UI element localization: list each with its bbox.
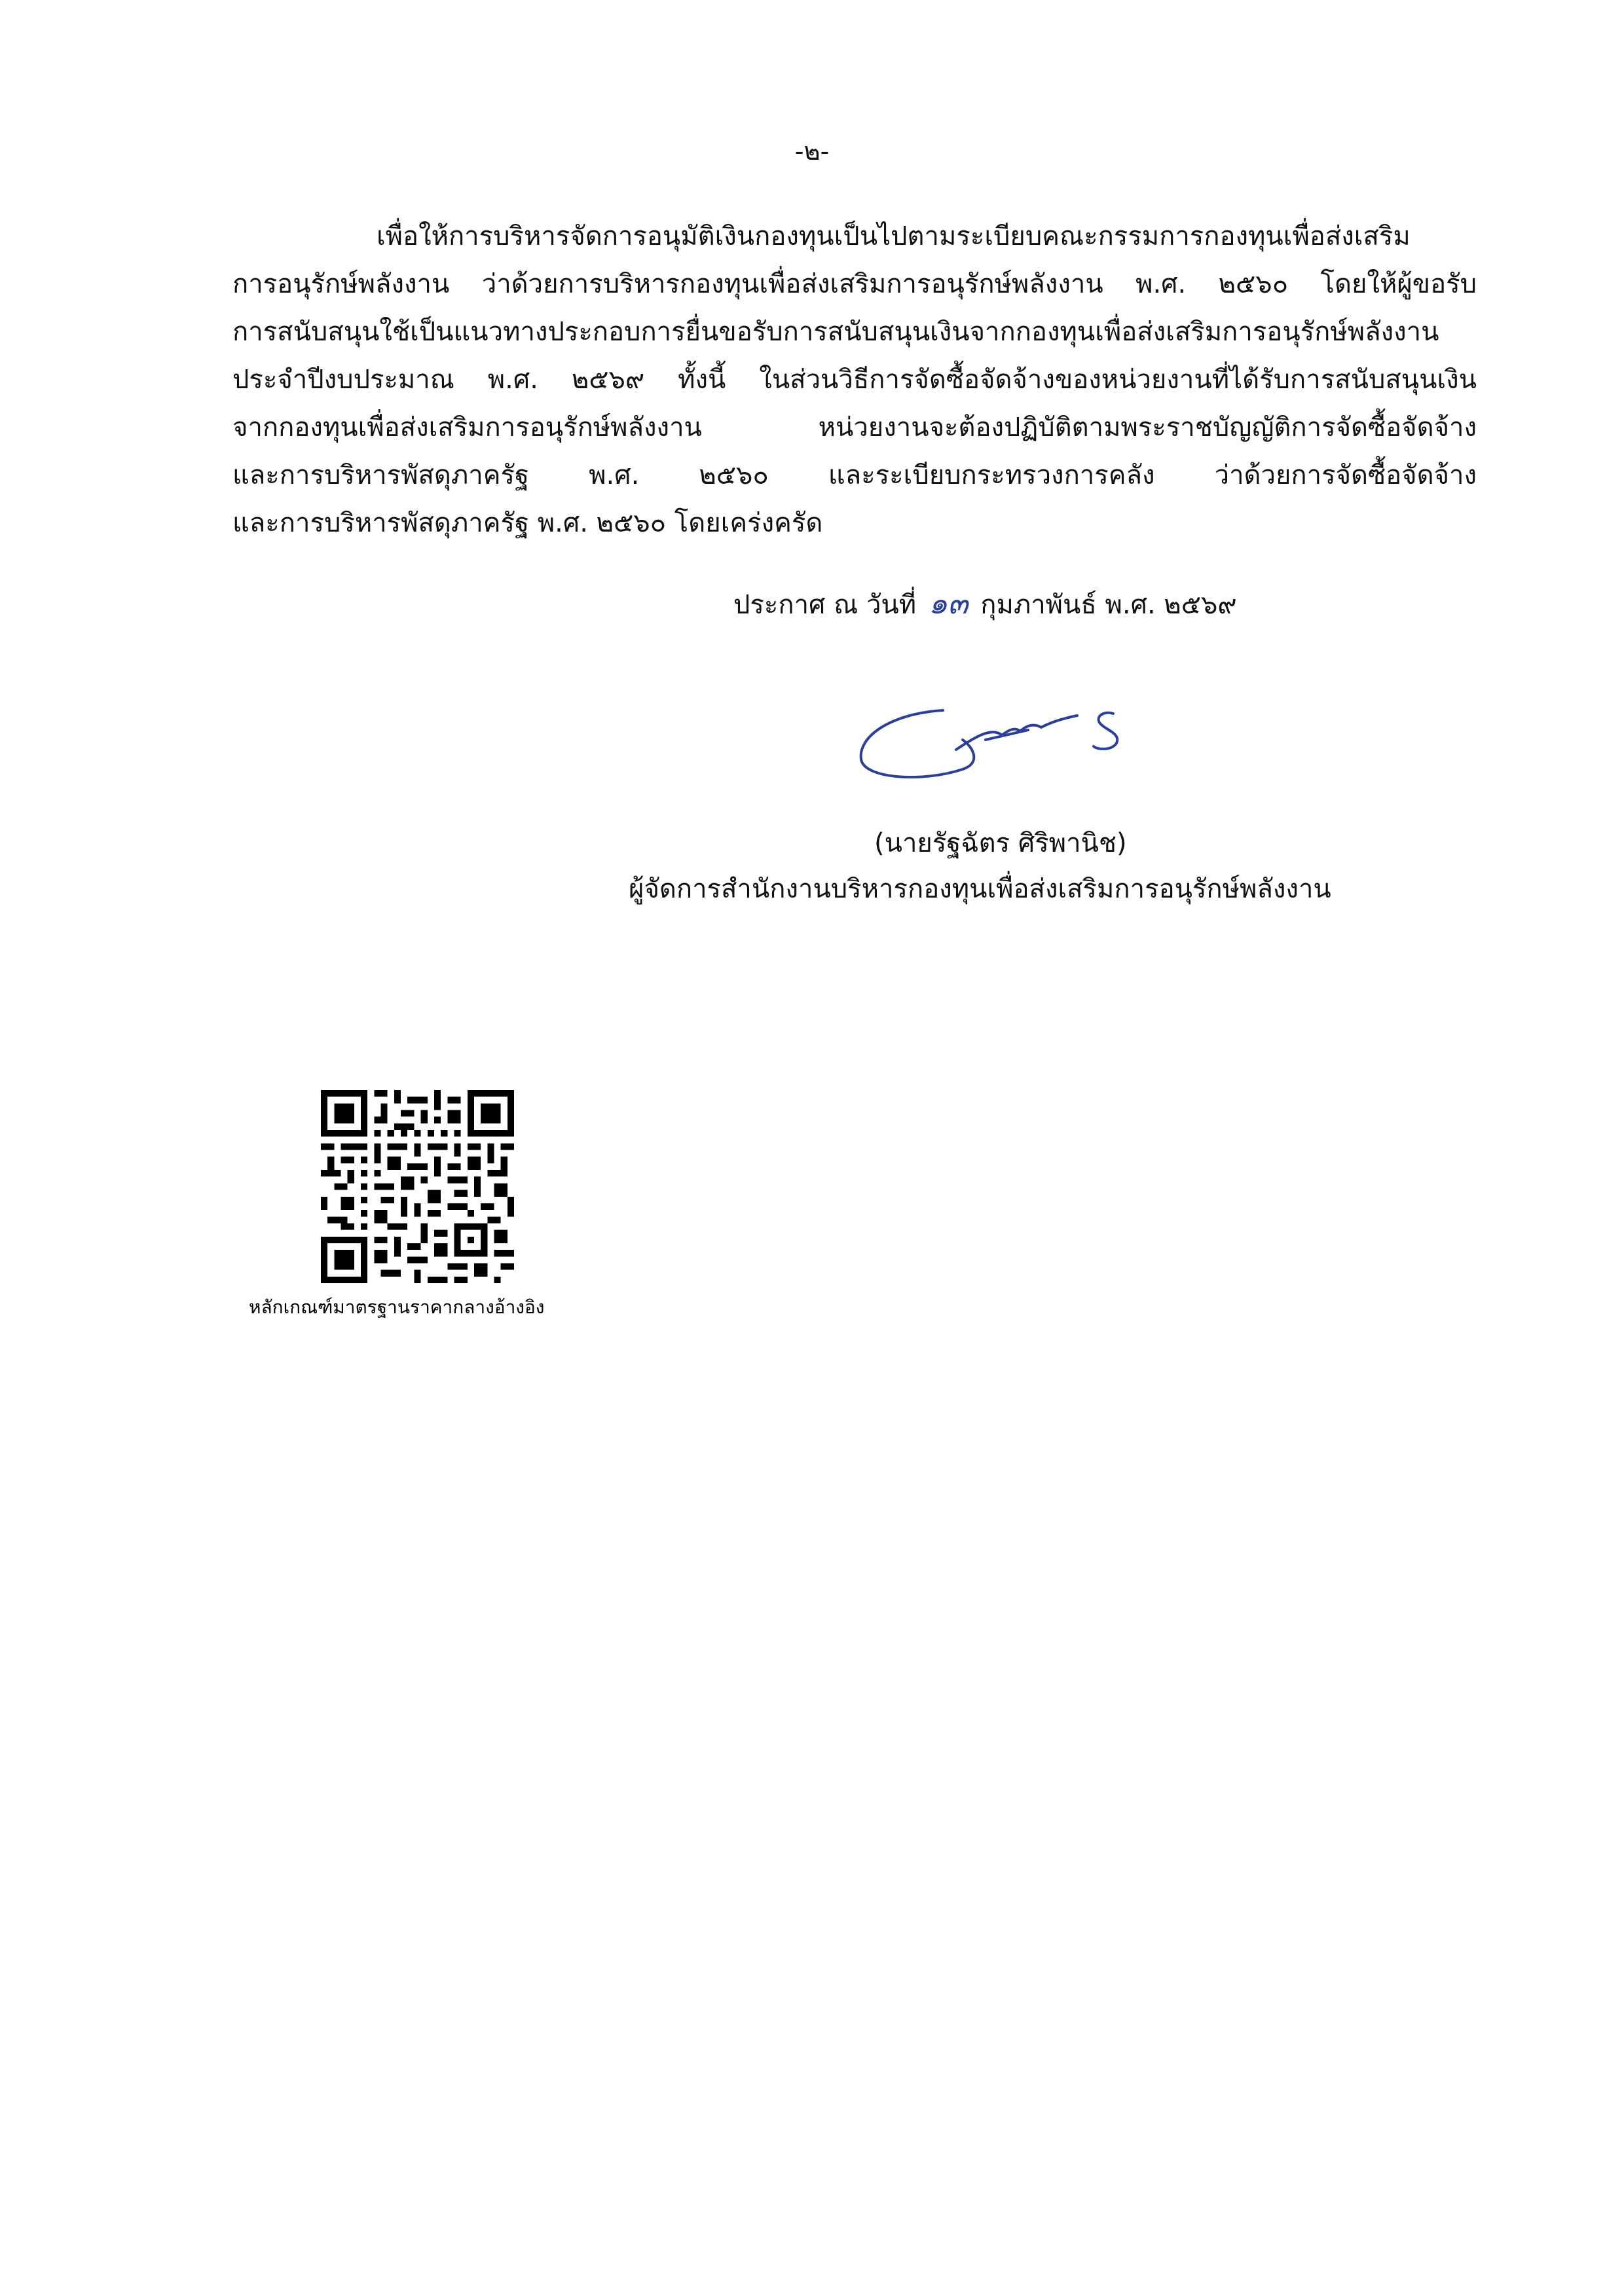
page-number: -๒- (794, 137, 830, 166)
paragraph-line: และการบริหารพัสดุภาครัฐ พ.ศ. ๒๕๖๐ โดยเคร่งครัด (232, 508, 823, 538)
signature (851, 684, 1179, 795)
paragraph-line: และการบริหารพัสดุภาครัฐ พ.ศ. ๒๕๖๐ และระเบียบกระทรวงการคลัง ว่าด้วยการจัดซื้อจัดจ้าง (232, 460, 1477, 490)
paragraph-line: เพื่อให้การบริหารจัดการอนุมัติเงินกองทุนเป็นไปตามระเบียบคณะกรรมการกองทุนเพื่อส่งเสริม (377, 221, 1411, 251)
signer-title: ผู้จัดการสำนักงานบริหารกองทุนเพื่อส่งเสริมการอนุรักษ์พลังงาน (629, 874, 1331, 904)
announcement-prefix: ประกาศ ณ วันที่ (733, 590, 917, 620)
announcement-month-year: กุมภาพันธ์ พ.ศ. ๒๕๖๙ (980, 590, 1237, 620)
qr-caption: หลักเกณฑ์มาตรฐานราคากลางอ้างอิง (249, 1296, 545, 1318)
paragraph-line: การสนับสนุนใช้เป็นแนวทางประกอบการยื่นขอรับการสนับสนุนเงินจากกองทุนเพื่อส่งเสริมการอนุรักษ์พลังงาน (232, 317, 1439, 347)
qr-code[interactable] (321, 1090, 514, 1283)
paragraph-line: จากกองทุนเพื่อส่งเสริมการอนุรักษ์พลังงาน หน่วยงานจะต้องปฏิบัติตามพระราชบัญญัติการจัดซื้อจัดจ้าง (232, 412, 1477, 443)
announcement-date (733, 579, 1237, 627)
paragraph-line: ประจำปีงบประมาณ พ.ศ. ๒๕๖๙ ทั้งนี้ ในส่วนวิธีการจัดซื้อจัดจ้างของหน่วยงานที่ได้รับการสนับสนุนเงิน (232, 365, 1477, 395)
paragraph-line: การอนุรักษ์พลังงาน ว่าด้วยการบริหารกองทุนเพื่อส่งเสริมการอนุรักษ์พลังงาน พ.ศ. ๒๕๖๐ โดยให้ผู้ขอรับ (232, 269, 1477, 299)
announcement-day: ๑๓ (928, 585, 969, 621)
body-paragraph (232, 213, 1477, 547)
signer-name: (นายรัฐฉัตร ศิริพานิช) (874, 828, 1127, 858)
